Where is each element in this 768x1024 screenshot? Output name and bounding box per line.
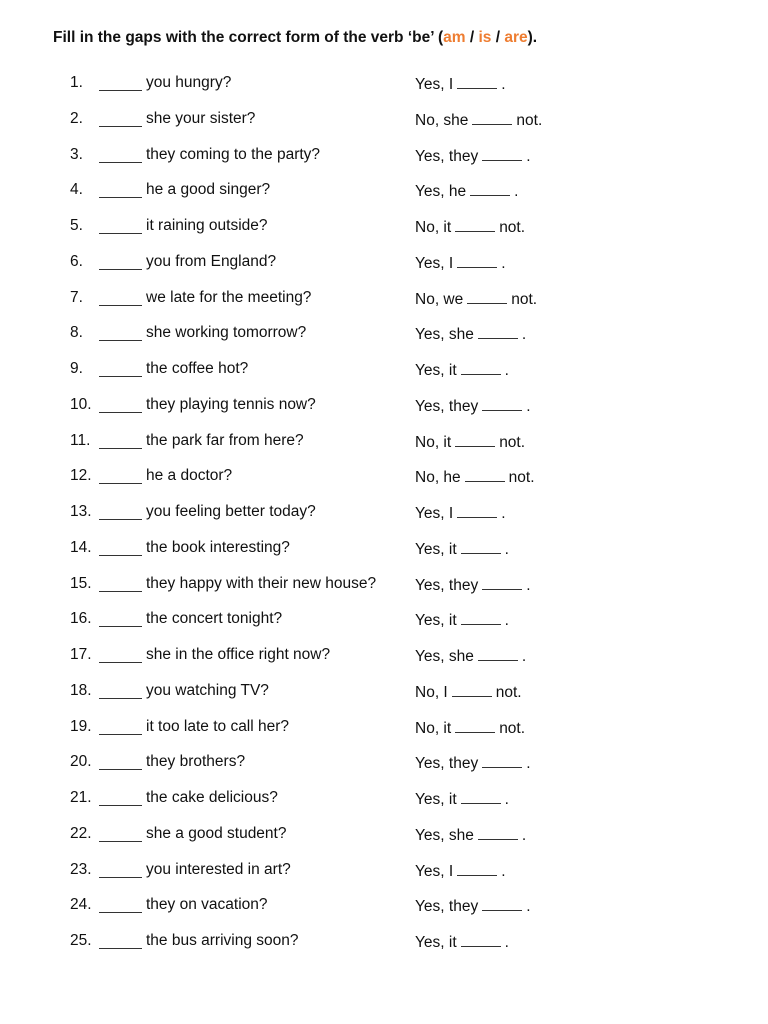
answer-end: . — [504, 934, 509, 951]
item-number: 16. — [70, 610, 92, 628]
question-blank[interactable] — [99, 662, 142, 663]
item-number: 10. — [70, 395, 92, 413]
answer-start: No, we — [415, 290, 464, 308]
item-number: 1. — [70, 74, 83, 91]
answer-blank[interactable] — [482, 753, 522, 768]
answer-blank[interactable] — [465, 467, 505, 482]
item-number: 11. — [70, 431, 91, 449]
exercise-row — [0, 638, 768, 674]
title-option-am: am — [443, 29, 466, 46]
answer — [415, 503, 506, 523]
question-blank[interactable] — [99, 948, 142, 949]
answer-blank[interactable] — [478, 646, 518, 661]
question-text: they playing tennis now? — [146, 395, 316, 413]
exercise-row — [0, 316, 768, 352]
exercise-row — [0, 531, 768, 567]
exercise-row — [0, 495, 768, 531]
answer — [415, 74, 506, 94]
question-blank[interactable] — [99, 555, 142, 556]
answer-start: No, it — [415, 219, 452, 236]
question-blank[interactable] — [99, 483, 142, 484]
answer — [415, 539, 509, 559]
answer-start: Yes, they — [415, 576, 479, 594]
question-text: the bus arriving soon? — [146, 932, 299, 949]
question-blank[interactable] — [99, 805, 142, 806]
question-blank[interactable] — [99, 376, 142, 377]
exercise-row — [0, 245, 768, 281]
item-number: 3. — [70, 145, 83, 163]
answer — [415, 753, 531, 773]
question-blank[interactable] — [99, 912, 142, 913]
answer-start: No, he — [415, 469, 461, 487]
answer-start: No, it — [415, 433, 452, 451]
answer-end: . — [501, 254, 506, 272]
answer-start: Yes, she — [415, 326, 474, 344]
exercise-row — [0, 138, 768, 174]
answer-blank[interactable] — [461, 610, 501, 625]
question-text: she working tomorrow? — [146, 324, 307, 342]
exercise-row — [0, 674, 768, 710]
answer-blank[interactable] — [457, 74, 497, 89]
item-number: 2. — [70, 109, 83, 127]
item-number: 21. — [70, 789, 92, 806]
question-text: it too late to call her? — [146, 717, 290, 735]
answer — [415, 789, 509, 809]
answer-blank[interactable] — [455, 718, 495, 733]
item-number: 8. — [70, 324, 83, 342]
answer-end: not. — [499, 433, 526, 451]
answer-end: not. — [495, 683, 522, 701]
answer — [415, 610, 509, 630]
exercise-row — [0, 388, 768, 424]
answer-blank[interactable] — [461, 360, 501, 375]
exercise-row — [0, 817, 768, 853]
answer — [415, 575, 531, 595]
answer-blank[interactable] — [482, 896, 522, 911]
answer-start: Yes, I — [415, 505, 454, 522]
answer-end: . — [526, 397, 531, 415]
question-text: he a good singer? — [146, 181, 271, 199]
answer — [415, 646, 526, 666]
answer-end: . — [504, 540, 509, 558]
answer — [415, 324, 526, 344]
question-blank[interactable] — [99, 448, 142, 449]
answer — [415, 861, 506, 881]
question-blank[interactable] — [99, 412, 142, 413]
answer-blank[interactable] — [461, 932, 501, 947]
question-text: the cake delicious? — [146, 789, 278, 806]
item-number: 17. — [70, 646, 92, 663]
answer — [415, 360, 509, 380]
question-text: you feeling better today? — [146, 503, 316, 520]
exercise-row — [0, 102, 768, 138]
answer — [415, 396, 531, 416]
answer-blank[interactable] — [482, 146, 522, 161]
item-number: 18. — [70, 681, 92, 699]
question-text: they coming to the party? — [146, 145, 321, 163]
question-text: the park far from here? — [146, 431, 304, 449]
question-text: they brothers? — [146, 753, 246, 771]
answer-blank[interactable] — [452, 682, 492, 697]
answer-blank[interactable] — [461, 789, 501, 804]
question-blank[interactable] — [99, 698, 142, 699]
item-number: 19. — [70, 717, 92, 735]
answer-blank[interactable] — [455, 432, 495, 447]
question-blank[interactable] — [99, 233, 142, 234]
question-text: you watching TV? — [146, 681, 269, 699]
answer-blank[interactable] — [482, 575, 522, 590]
question-text: you hungry? — [146, 74, 232, 91]
question-blank[interactable] — [99, 305, 142, 306]
title-option-are: are — [504, 29, 528, 46]
question-text: they happy with their new house? — [146, 574, 377, 592]
answer — [415, 432, 525, 452]
question-text: he a doctor? — [146, 467, 233, 485]
item-number: 7. — [70, 288, 83, 306]
answer-start: Yes, they — [415, 397, 479, 415]
question-blank[interactable] — [99, 769, 142, 770]
answer-start: Yes, it — [415, 791, 457, 808]
question-text: she in the office right now? — [146, 646, 331, 663]
answer — [415, 682, 522, 702]
answer-blank[interactable] — [455, 217, 495, 232]
exercise-row — [0, 173, 768, 209]
item-number: 14. — [70, 538, 92, 556]
question-blank[interactable] — [99, 340, 142, 341]
exercise-row — [0, 209, 768, 245]
answer-start: Yes, I — [415, 254, 454, 272]
answer-start: Yes, she — [415, 826, 474, 844]
answer-start: Yes, she — [415, 648, 474, 665]
answer-start: Yes, they — [415, 898, 479, 916]
question-text: you interested in art? — [146, 860, 291, 878]
exercise-row — [0, 710, 768, 746]
item-number: 25. — [70, 932, 92, 949]
question-blank[interactable] — [99, 197, 142, 198]
question-text: the coffee hot? — [146, 360, 249, 377]
answer-start: Yes, it — [415, 934, 457, 951]
title-option-is: is — [478, 29, 492, 46]
answer — [415, 289, 537, 309]
question-text: it raining outside? — [146, 217, 268, 234]
question-blank[interactable] — [99, 126, 142, 127]
answer-start: Yes, they — [415, 147, 479, 165]
answer-blank[interactable] — [457, 503, 497, 518]
item-number: 6. — [70, 252, 83, 270]
answer-end: . — [501, 505, 506, 522]
question-blank[interactable] — [99, 877, 142, 878]
item-number: 5. — [70, 217, 83, 234]
answer-end: not. — [499, 219, 526, 236]
answer — [415, 932, 509, 952]
answer-end: . — [504, 791, 509, 808]
answer-start: Yes, it — [415, 540, 457, 558]
item-number: 24. — [70, 896, 92, 914]
answer-end: . — [526, 147, 531, 165]
answer-end: not. — [508, 469, 535, 487]
item-number: 12. — [70, 467, 92, 485]
answer-blank[interactable] — [482, 396, 522, 411]
question-text: she your sister? — [146, 109, 256, 127]
answer-end: . — [501, 862, 506, 880]
answer-end: . — [504, 612, 509, 630]
answer-blank[interactable] — [461, 539, 501, 554]
answer-end: . — [526, 898, 531, 916]
answer-end: . — [521, 826, 527, 844]
answer-start: No, it — [415, 719, 452, 737]
title-prefix: Fill in the gaps with the correct form of the verb ‘be’ ( — [53, 29, 444, 46]
answer — [415, 718, 525, 738]
item-number: 20. — [70, 753, 92, 771]
answer — [415, 217, 525, 237]
answer-blank[interactable] — [472, 110, 512, 125]
answer — [415, 146, 531, 166]
answer-blank[interactable] — [470, 181, 510, 196]
exercise-row — [0, 567, 768, 603]
exercise-row — [0, 66, 768, 102]
exercise-row — [0, 888, 768, 924]
answer — [415, 825, 526, 845]
answer — [415, 467, 535, 487]
exercise-row — [0, 459, 768, 495]
question-text: the concert tonight? — [146, 610, 283, 628]
exercise-row — [0, 602, 768, 638]
question-text: she a good student? — [146, 824, 287, 842]
answer-end: . — [521, 648, 527, 665]
answer-end: . — [526, 576, 531, 594]
answer-end: . — [514, 183, 519, 201]
answer-end: not. — [511, 290, 538, 308]
item-number: 13. — [70, 503, 92, 520]
title-suffix: ). — [527, 29, 538, 46]
question-blank[interactable] — [99, 734, 142, 735]
title-separator: / — [465, 29, 479, 46]
item-number: 23. — [70, 860, 92, 878]
answer-blank[interactable] — [467, 289, 507, 304]
question-blank[interactable] — [99, 841, 142, 842]
worksheet-title — [53, 29, 537, 47]
question-blank[interactable] — [99, 269, 142, 270]
answer-end: . — [501, 76, 506, 93]
answer-start: No, she — [415, 111, 469, 129]
question-blank[interactable] — [99, 519, 142, 520]
answer — [415, 181, 518, 201]
exercise-row — [0, 781, 768, 817]
question-text: we late for the meeting? — [146, 288, 312, 306]
answer-start: No, I — [415, 683, 448, 701]
exercise-row — [0, 352, 768, 388]
exercise-row — [0, 745, 768, 781]
answer-blank[interactable] — [478, 324, 518, 339]
answer-end: . — [504, 362, 509, 379]
question-text: you from England? — [146, 252, 277, 270]
answer-start: Yes, I — [415, 862, 454, 880]
question-blank[interactable] — [99, 591, 142, 592]
exercise-list — [0, 66, 768, 960]
answer-blank[interactable] — [478, 825, 518, 840]
answer-start: Yes, it — [415, 612, 457, 630]
question-blank[interactable] — [99, 162, 142, 163]
question-text: the book interesting? — [146, 538, 290, 556]
item-number: 4. — [70, 181, 83, 199]
question-blank[interactable] — [99, 90, 142, 91]
answer — [415, 253, 506, 273]
item-number: 15. — [70, 574, 92, 592]
answer-start: Yes, they — [415, 755, 479, 773]
answer — [415, 896, 531, 916]
answer-end: not. — [499, 719, 526, 737]
answer-start: Yes, I — [415, 76, 454, 93]
title-separator: / — [491, 29, 505, 46]
answer-blank[interactable] — [457, 253, 497, 268]
answer-end: . — [526, 755, 531, 773]
exercise-row — [0, 281, 768, 317]
answer-start: Yes, he — [415, 183, 467, 201]
answer-end: . — [521, 326, 527, 344]
exercise-row — [0, 924, 768, 960]
question-blank[interactable] — [99, 626, 142, 627]
item-number: 22. — [70, 824, 92, 842]
answer-blank[interactable] — [457, 861, 497, 876]
answer — [415, 110, 542, 130]
item-number: 9. — [70, 360, 83, 377]
answer-end: not. — [516, 111, 543, 129]
question-text: they on vacation? — [146, 896, 268, 914]
exercise-row — [0, 424, 768, 460]
exercise-row — [0, 853, 768, 889]
answer-start: Yes, it — [415, 362, 457, 379]
